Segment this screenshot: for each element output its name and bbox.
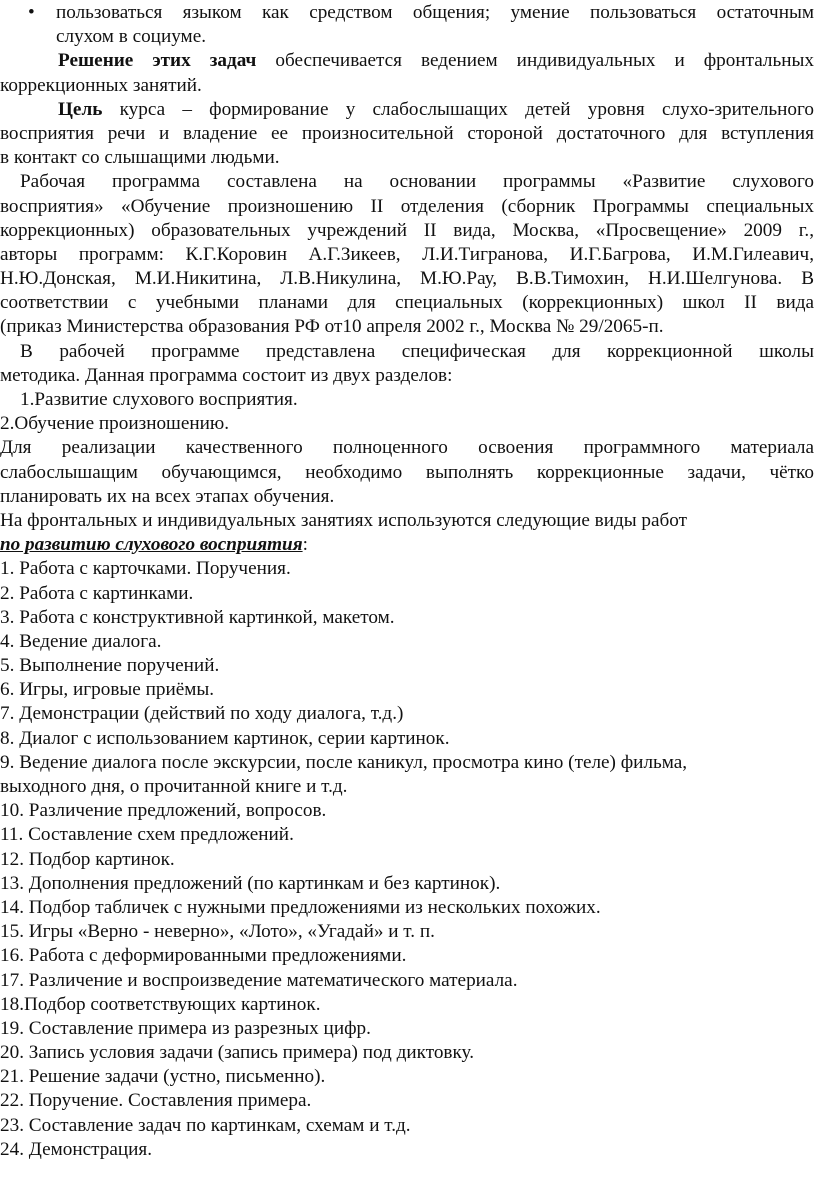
bullet-mark: • <box>28 2 35 23</box>
goal-paragraph-line-3: в контакт со слышащими людьми. <box>0 147 280 169</box>
list-item: 10. Различение предложений, вопросов. <box>0 800 327 822</box>
goal-bold-lead: Цель <box>58 98 103 120</box>
list-item: 2. Работа с картинками. <box>0 582 194 604</box>
program-paragraph-line-2: восприятия» «Обучение произношению II отделения (сборник Программы специальных <box>0 195 814 217</box>
list-item: 22. Поручение. Составления примера. <box>0 1090 312 1112</box>
list-item: 5. Выполнение поручений. <box>0 655 220 677</box>
list-item: 24. Демонстрация. <box>0 1138 153 1160</box>
program-paragraph-line-6: соответствии с учебными планами для специальных (коррекционных) школ II вида <box>0 292 814 314</box>
list-item: 17. Различение и воспроизведение математического материала. <box>0 969 518 991</box>
bullet-item <box>0 1 814 25</box>
goal-paragraph-line-1 <box>0 98 814 122</box>
list-item: 3. Работа с конструктивной картинкой, макетом. <box>0 606 395 628</box>
list-item: 19. Составление примера из разрезных цифр. <box>0 1017 371 1039</box>
list-item: 11. Составление схем предложений. <box>0 824 294 846</box>
work-types-subtitle-text: по развитию слухового восприятия <box>0 534 303 556</box>
tasks-paragraph-line-2: коррекционных занятий. <box>0 74 202 96</box>
method-paragraph-line-1: В рабочей программе представлена специфическая для коррекционной школы <box>20 340 814 362</box>
list-item: 12. Подбор картинок. <box>0 848 175 870</box>
tasks-line-1-rest: обеспечивается ведением индивидуальных и фронтальных <box>256 50 814 72</box>
program-paragraph-line-4: авторы программ: К.Г.Коровин А.Г.Зикеев, Л.И.Тигранова, И.Г.Багрова, И.М.Гилеавич, <box>0 243 814 265</box>
list-item: 21. Решение задачи (устно, письменно). <box>0 1066 326 1088</box>
program-paragraph-line-5: Н.Ю.Донская, М.И.Никитина, Л.В.Никулина, М.Ю.Рау, В.В.Тимохин, Н.И.Шелгунова. В <box>0 268 814 290</box>
goal-line-1-rest: курса – формирование у слабослышащих детей уровня слухо-зрительного <box>102 98 814 120</box>
work-types-subtitle <box>0 533 814 557</box>
list-item: 14. Подбор табличек с нужными предложениями из нескольких похожих. <box>0 896 601 918</box>
list-item: 6. Игры, игровые приёмы. <box>0 679 215 701</box>
realization-paragraph-line-2: слабослышащим обучающимся, необходимо выполнять коррекционные задачи, чётко <box>0 461 814 483</box>
program-paragraph-line-3: коррекционных) образовательных учреждений II вида, Москва, «Просвещение» 2009 г., <box>0 219 814 241</box>
realization-paragraph-line-1: Для реализации качественного полноценного освоения программного материала <box>0 437 814 459</box>
program-paragraph-line-7: (приказ Министерства образования РФ от10 апреля 2002 г., Москва № 29/2065-п. <box>0 316 664 338</box>
list-item: 1. Работа с карточками. Поручения. <box>0 558 291 580</box>
bullet-text-line-2: слухом в социуме. <box>56 26 207 48</box>
tasks-paragraph-line-1 <box>0 49 814 73</box>
realization-paragraph-line-3: планировать их на всех этапах обучения. <box>0 485 335 507</box>
program-paragraph-line-1: Рабочая программа составлена на основании программы «Развитие слухового <box>20 171 814 193</box>
list-item: 9. Ведение диалога после экскурсии, после каникул, просмотра кино (теле) фильма, <box>0 751 688 773</box>
work-types-subtitle-suffix: : <box>302 534 308 556</box>
list-item-continuation: выходного дня, о прочитанной книге и т.д. <box>0 776 348 797</box>
list-item: 13. Дополнения предложений (по картинкам и без картинок). <box>0 872 501 894</box>
work-types-intro: На фронтальных и индивидуальных занятиях используются следующие виды работ <box>0 509 688 531</box>
bullet-text-line-1: пользоваться языком как средством общения; умение пользоваться остаточным <box>56 2 814 23</box>
list-item: 18.Подбор соответствующих картинок. <box>0 993 321 1015</box>
list-item: 7. Демонстрации (действий по ходу диалога, т.д.) <box>0 703 404 725</box>
list-item: 23. Составление задач по картинкам, схемам и т.д. <box>0 1114 411 1136</box>
section-1: 1.Развитие слухового восприятия. <box>20 389 298 410</box>
method-paragraph-line-2: методика. Данная программа состоит из двух разделов: <box>0 364 453 386</box>
list-item: 15. Игры «Верно - неверно», «Лото», «Угадай» и т. п. <box>0 921 435 943</box>
list-item: 20. Запись условия задачи (запись примера) под диктовку. <box>0 1042 474 1064</box>
section-2: 2.Обучение произношению. <box>0 413 230 435</box>
goal-paragraph-line-2: восприятия речи и владение ее произносительной стороной достаточного для вступления <box>0 122 814 144</box>
list-item: 16. Работа с деформированными предложениями. <box>0 945 407 967</box>
list-item: 8. Диалог с использованием картинок, серии картинок. <box>0 727 450 749</box>
list-item: 4. Ведение диалога. <box>0 630 162 652</box>
tasks-bold-lead: Решение этих задач <box>58 50 257 72</box>
